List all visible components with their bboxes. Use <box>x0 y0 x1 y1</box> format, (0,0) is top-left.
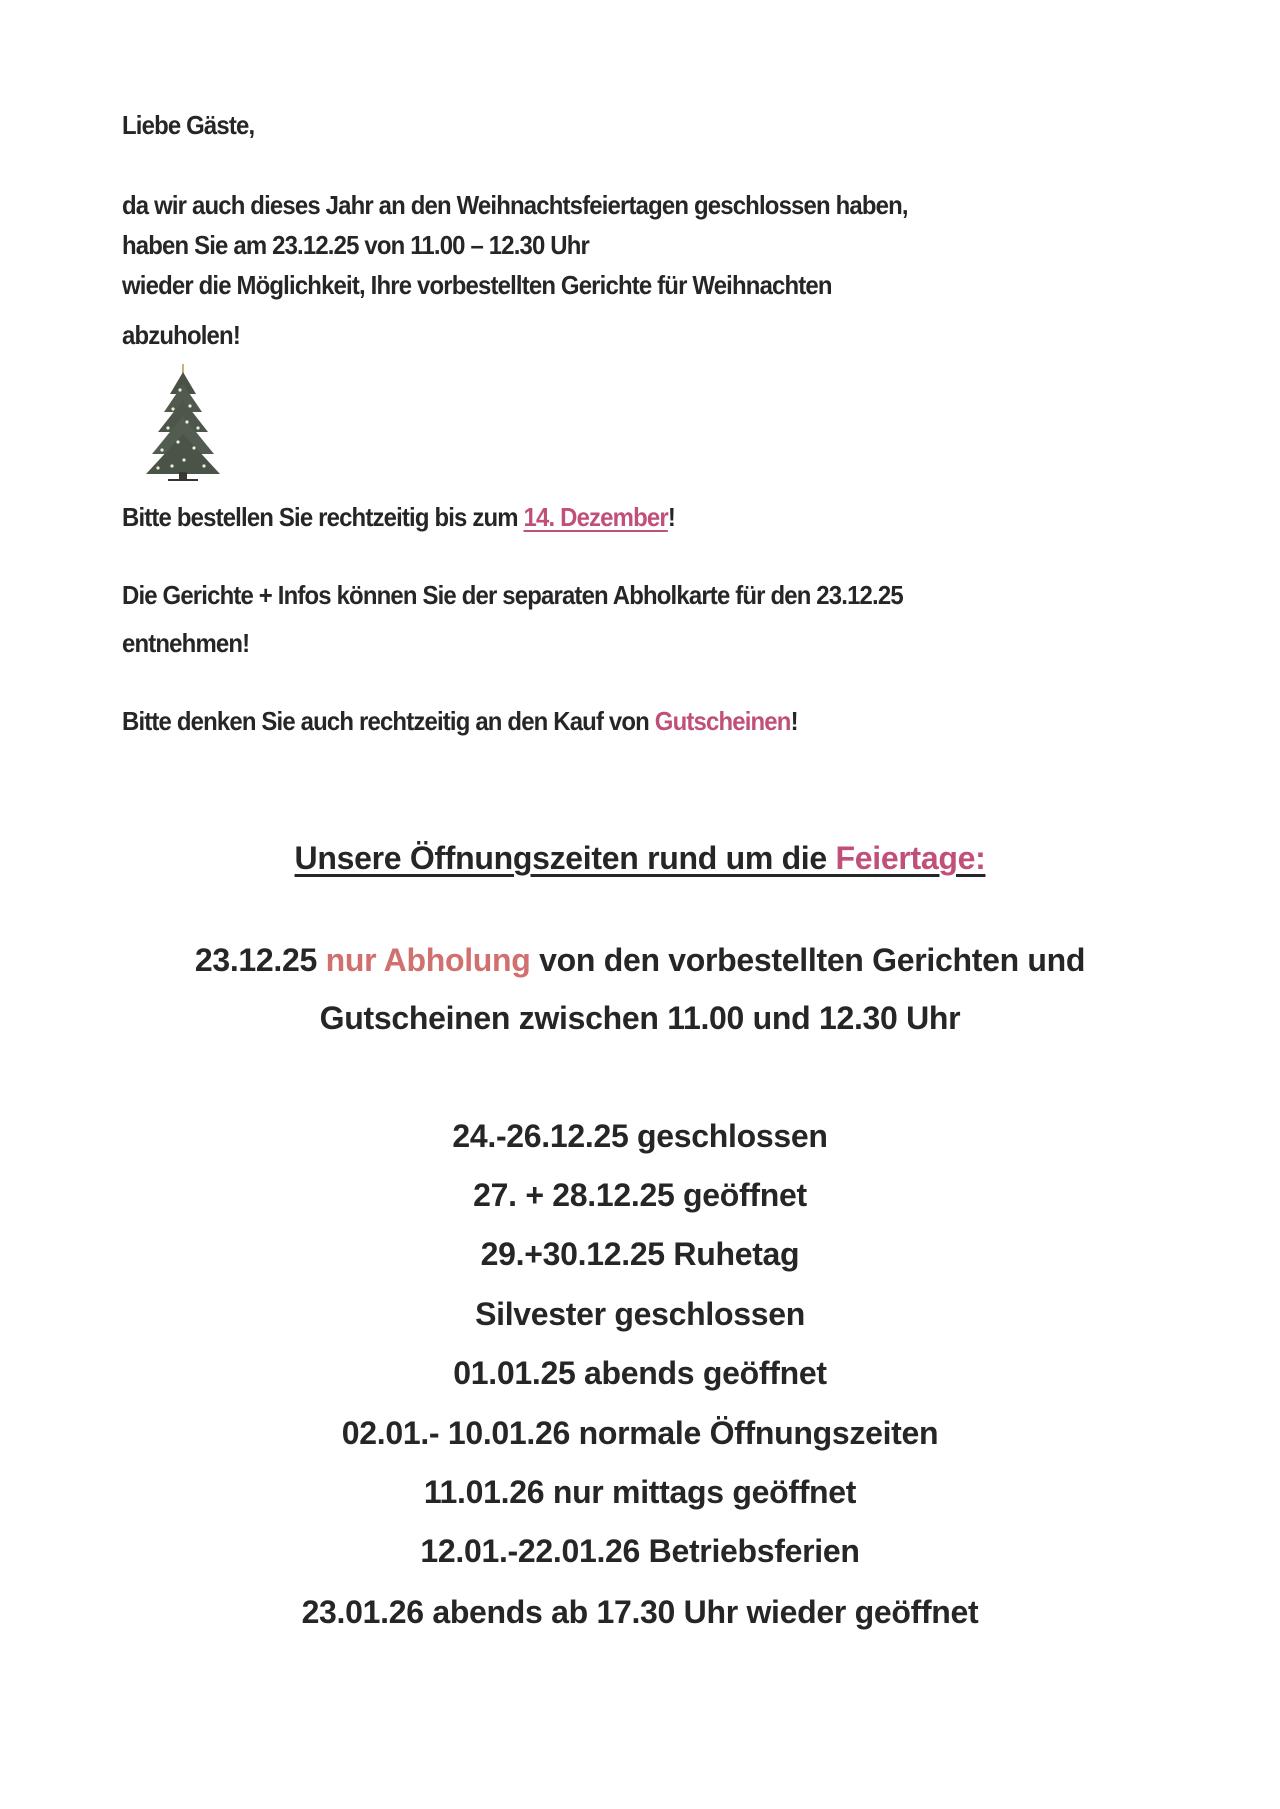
schedule-item: 29.+30.12.25 Ruhetag <box>480 1236 800 1272</box>
hours-heading <box>0 840 1280 877</box>
info-notice-line1: Die Gerichte + Infos können Sie der separaten Abholkarte für den 23.12.25 <box>122 580 903 610</box>
paragraph1-line4: abzuholen! <box>122 320 240 350</box>
paragraph1-line2: haben Sie am 23.12.25 von 11.00 – 12.30 Uhr <box>122 230 590 260</box>
pickup-highlight: nur Abholung <box>325 942 531 978</box>
voucher-notice-suffix: ! <box>790 706 798 736</box>
christmas-tree-icon <box>140 362 226 488</box>
hours-heading-prefix: Unsere Öffnungszeiten rund um die <box>294 840 836 876</box>
hours-heading-highlight: Feiertage: <box>835 840 986 876</box>
voucher-notice-prefix: Bitte denken Sie auch rechtzeitig an den Kauf von <box>122 706 655 736</box>
schedule-item: 27. + 28.12.25 geöffnet <box>473 1177 807 1213</box>
pickup-line1 <box>0 942 1280 979</box>
voucher-highlight: Gutscheinen <box>654 706 791 736</box>
pickup-date: 23.12.25 <box>194 942 326 978</box>
schedule-item: 01.01.25 abends geöffnet <box>453 1355 827 1391</box>
paragraph1-line1: da wir auch dieses Jahr an den Weihnachtsfeiertagen geschlossen haben, <box>122 190 908 220</box>
info-notice-line2: entnehmen! <box>122 628 250 658</box>
paragraph1-line3: wieder die Möglichkeit, Ihre vorbestellten Gerichte für Weihnachten <box>122 270 832 300</box>
order-notice <box>122 502 675 533</box>
schedule-item: 11.01.26 nur mittags geöffnet <box>423 1474 857 1510</box>
pickup-rest: von den vorbestellten Gerichten und <box>530 942 1086 978</box>
order-notice-suffix: ! <box>667 502 675 532</box>
order-deadline: 14. Dezember <box>523 502 668 532</box>
pickup-line2: Gutscheinen zwischen 11.00 und 12.30 Uhr <box>319 1000 961 1036</box>
schedule-item: 23.01.26 abends ab 17.30 Uhr wieder geöffnet <box>301 1594 979 1630</box>
schedule-item: 02.01.- 10.01.26 normale Öffnungszeiten <box>341 1415 939 1451</box>
schedule-item: Silvester geschlossen <box>475 1296 805 1332</box>
voucher-notice <box>122 706 798 737</box>
greeting: Liebe Gäste, <box>122 110 255 140</box>
schedule-item: 12.01.-22.01.26 Betriebsferien <box>420 1533 860 1569</box>
schedule-item: 24.-26.12.25 geschlossen <box>452 1118 828 1154</box>
order-notice-prefix: Bitte bestellen Sie rechtzeitig bis zum <box>122 502 524 532</box>
